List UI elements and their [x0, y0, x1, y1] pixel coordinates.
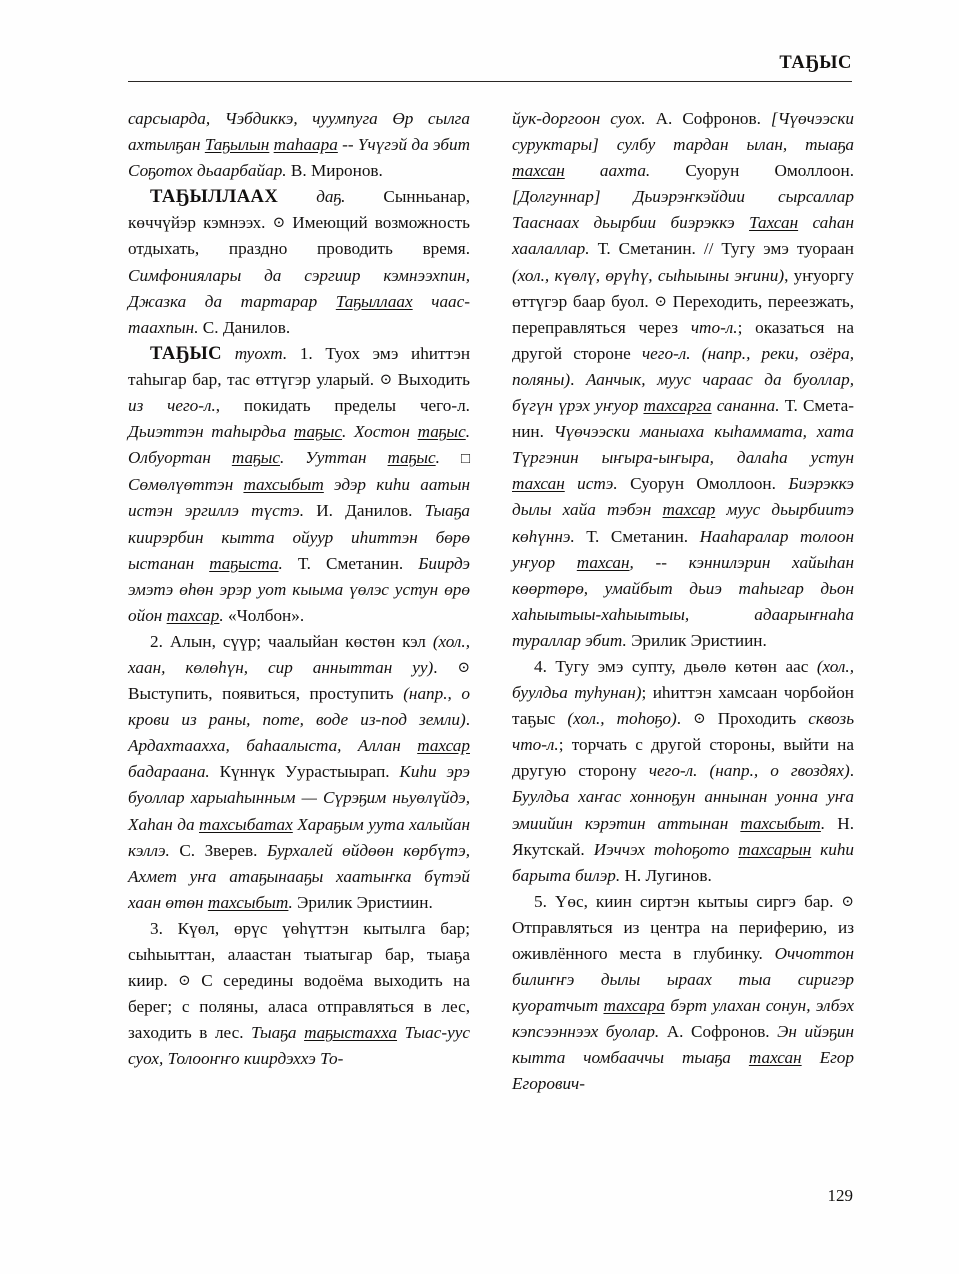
citation-source: С. Зверев. — [179, 840, 258, 860]
sense-number: 2. — [150, 631, 163, 651]
example-yakut: Тыаҕа киирэрбин кытта ойуур иһиттэн бөрө ыстанан — [128, 501, 471, 573]
column-right — [512, 106, 854, 1166]
ref-word: тахсан — [576, 552, 630, 572]
example-yakut: Сөмөлүөттэн — [128, 475, 244, 495]
short-example: Дьиэттэн таһырдьа — [128, 422, 294, 442]
russian-definition: Имеющий возможность отдыхать, праздно проводить время. — [128, 213, 470, 259]
running-head: ТАҔЫС — [779, 53, 852, 73]
example-yakut: Биэрэккэ дылы хайа тэбэн — [512, 474, 855, 520]
example-yakut: [Долгуннар] Дьиэрэҥкэйдии сырсаллар Тааснаах дьырбии биэрэккэ — [512, 187, 854, 233]
example-yakut: Аанчык, муус чараас да буоллар, бүгүн үрэх уҥуор — [512, 369, 855, 416]
citation-source: Эрилик Эристиин. — [631, 630, 767, 650]
yakut-definition: Туох эмэ иһиттэн таһыгар бар, тас өттүгэр уларый. — [128, 343, 471, 389]
russian-definition: С середины водоёма выходить на берег; с поляны, аласа отправляться в лес, заходить в лес. — [128, 971, 470, 1043]
ref-word: таҕыс — [293, 422, 343, 442]
ref-word: таһаара — [273, 135, 338, 155]
citation-source: Т. Сметанин. — [586, 526, 689, 546]
translation-marker-icon: ⊙ — [272, 215, 286, 232]
sense-number: 4. — [534, 656, 547, 676]
paragraph-sense-3-continued: йук-доргоон суох. А. Софронов. [Чүөчээски суруктары] сулбу тардан ылан, тыаҕа тахсан аахта. Суорун Омоллоон. [Долгуннар] Дьиэрэҥкэйдии сырсаллар Тааснаах дьырбии биэрэккэ Тахсан саһан хаалаллар. Т. Сметанин. // Тугу эмэ туораан (хол., күөлү, өрүһү, сыһыыны эҥини), уҥуоргу өттүгэр баар буол. ⊙ Переходить, переезжать, переправляться через что-л.; оказаться на другой стороне чего-л. (напр., реки, озёра, поляны). Аанчык, муус чараас да буоллар, бүгүн үрэх уҥуор тахсарга сананна. Т. Сметанин. Чүөчээски маныаха кыһаммата, хата Түргэнин ыҥыра-ыҥыра, далаһа устун тахсан истэ. Суорун Омоллоон. Биэрэккэ дылы хайа тэбэн тахсар муус дьырбиитэ көһүннэ. Т. Сметанин. Нааһаралар толоон уҥуор тахсан, -- кэннилэрин хайыһан көөртөрө, умайбыт дьиэ таһыгар дьон хаһыытыы-хаһыытыы, адаарыҥнаһа тураллар эбит. Эрилик Эристиин. — [512, 109, 855, 650]
entry-tahyllaax — [128, 184, 470, 341]
ref-word: тахсыбатах — [199, 814, 293, 834]
text-columns — [128, 106, 854, 1166]
citation-source: Н. Якутскай. — [512, 813, 854, 859]
entry-tahys-sense-1: ТАҔЫС туохт. 1. Туох эмэ иһиттэн таһыгар бар, тас өттүгэр уларый. ⊙ Выходить из чего-л., покидать пределы чего-л. Дьиэттэн таһырдьа таҕыс. Хостон таҕыс. Олбуортан таҕыс. Ууттан таҕыс. □ Сөмөлүөттэн тахсыбыт эдэр киһи аатын истэн эргиллэ түстэ. И. Данилов. Тыаҕа киирэрбин кытта ойуур иһиттэн бөрө ыстанан таҕыста. Т. Сметанин. Биирдэ эмэтэ өһөн эрэр уот кыыма үөлэс устун өрө ойон тахсар. «Чолбон». — [128, 342, 471, 625]
example-yakut: Киһи эрэ буоллар харыaһынным — Сүрэҕим ньуөлүйдэ, Хаһан да — [128, 762, 470, 834]
ref-word: тахсар — [417, 736, 470, 756]
sense-number: 3. — [150, 918, 163, 938]
yakut-definition: Сынньанар, көччүйэр кэмнээх. — [128, 187, 471, 233]
translation-marker-icon: ⊙ — [654, 293, 667, 310]
ref-word: тахсыбыт — [207, 892, 289, 912]
example-yakut: Ардахтааххa, баһаалыста, Аллан — [128, 736, 418, 756]
ref-word: Таҕылын — [204, 135, 270, 155]
header-rule — [128, 81, 852, 82]
yakut-definition: Алын, сүүр; чаалыйан көстөн кэл — [169, 631, 433, 651]
ref-word: тахсан — [512, 161, 565, 181]
run-yakut: -- Үчүгэй да эбит Соҕотох дьаарбайар. — [128, 135, 471, 181]
ref-word: тахсан — [748, 1048, 802, 1068]
page-header — [128, 52, 852, 86]
example-yakut: Буулдьа хаҥас хонноҕун аннынан уонна уҥа эмиийин кэрэтин аттынан — [512, 787, 854, 833]
entry-tahys-sense-3: 3. Күөл, өрүс үөһүттэн кытылга бар; сыһыыттан, алаастан тыатыгар бар, тыаҕа киир. ⊙ С середины водоёма выходить на берег; с поляны, аласа отправляться в лес, заходить в лес. Тыаҕа таҕыстахха Тыас-уус суох, Толооҥҥо киирдэххэ То- — [128, 918, 470, 1069]
citation-source: И. Данилов. — [316, 501, 413, 521]
translation-marker-icon: ⊙ — [457, 659, 471, 676]
example-yakut: Тыаҕа — [251, 1023, 305, 1043]
paragraph-continued-entry — [128, 106, 470, 184]
ref-word: таҕыс — [417, 422, 466, 442]
citation-source: Суорун Омоллоон. — [630, 474, 776, 494]
citation-source: С. Данилов. — [202, 317, 291, 337]
ref-word: тахсыбыт — [243, 475, 324, 495]
russian-definition: Проходить — [717, 709, 809, 729]
run-yakut: сарсыарда, Чэбдиккэ, чуумпуга Өр сылга ахтылҕан — [128, 109, 470, 155]
ref-word: таҕыс — [231, 448, 280, 468]
entry-tahys-sense-5: 5. Үөс, киин сиртэн кытыы сиргэ бар. ⊙ Отправляться из центра на периферию, из оживлённого места в глубинку. Оччоттон билиҥҥэ дылы ыраах тыа сиригэр куоратчыт тахсара бэрт улахан сонун, элбэх кэпсээннээх буолар. А. Софронов. Эн ийэҕин кытта чомбааччы тыаҕа тахсан Егор Егорович- — [512, 891, 855, 1094]
entry-tahys-sense-2: 2. Алын, сүүр; чаалыйан көстөн кэл (хол., хаан, көлөһүн, сир анныттан уу). ⊙ Выступить, появиться, проступить (напр., о крови из раны, поте, воде из-под земли). Ардахтааххa, баһаалыста, Аллан тахсар бадарaана. Күннүк Уурастыырап. Киһи эрэ буоллар харыaһынным — Сүрэҕим ньуөлүйдэ, Хаһан да тахсыбатах Хараҕым уута халыйан кэллэ. С. Зверев. Бурхалей өйдөөн көрбүтэ, Ахмет уҥа атаҕынааҕы хаатыҥка бүтэй хаан өтөн тахсыбыт. Эрилик Эристиин. — [128, 631, 471, 912]
example-yakut: Биирдэ эмэтэ өһөн эрэр уот кыыма үөлэс устун өрө ойон — [128, 553, 470, 625]
example-yakut: Нааһаралар толоон уҥуор — [512, 526, 855, 572]
ref-word: таҕыста — [209, 553, 279, 573]
citation-source: Күннүк Уурастыырап. — [219, 762, 390, 782]
russian-definition: Переходить, переезжать, переправляться через — [512, 291, 854, 337]
example-yakut: Эн ийэҕин кытта чомбааччы тыаҕа — [512, 1022, 855, 1068]
ref-word: Тахсан — [749, 213, 799, 233]
citation-source: Н. Лугинов. — [624, 865, 712, 885]
example-yakut: Бурхалей өйдөөн көрбүтэ, Ахмет уҥа атаҕынааҕы хаатыҥка бүтэй хаан өтөн — [128, 840, 471, 912]
grammar-label: туохт. — [234, 343, 288, 363]
column-left — [128, 106, 470, 1166]
russian-definition: Выходить из чего-л., покидать пределы чего-л. — [128, 369, 471, 416]
example-yakut: Оччоттон билиҥҥэ дылы ыраах тыа сиригэр куоратчыт — [512, 944, 854, 1016]
ref-word: тахсыбыт — [740, 813, 821, 833]
example-yakut-tail: чаастаахпын. — [128, 291, 470, 337]
citation-source: Т. Сметанин. — [297, 553, 404, 573]
citation-source: А. Софронов. — [666, 1022, 770, 1042]
grammar-label: даҕ. — [316, 187, 346, 207]
example-yakut: Иэччэх тоһоҕото — [593, 839, 739, 859]
example-yakut: Симфониялары да сэргиир кэмнээхпин, Джазка да тартарар — [128, 265, 470, 311]
page-number: 129 — [827, 1186, 853, 1205]
translation-marker-icon: ⊙ — [841, 893, 854, 910]
yakut-definition: Үөс, киин сиртэн кытыы сиргэ бар. — [554, 891, 834, 911]
translation-marker-icon: ⊙ — [693, 711, 706, 728]
sense-number: 5. — [534, 891, 547, 911]
ref-word: тахсара — [603, 996, 665, 1016]
ref-word: тахсар — [662, 500, 716, 520]
ref-word: тахсарын — [738, 839, 812, 859]
ref-word: тахсар — [166, 605, 220, 625]
sense-number: 1. — [299, 343, 313, 363]
ref-word: тахсан — [512, 474, 565, 494]
ref-word: таҕыстахха — [304, 1023, 398, 1043]
example-yakut: [Чүөчээски суруктары] сулбу тардан ылан, тыаҕа — [512, 109, 855, 155]
citation-source: Т. Сметанин. — [597, 239, 696, 259]
translation-marker-icon: ⊙ — [178, 973, 191, 990]
citation-source: Эрилик Эристиин. — [297, 892, 433, 912]
citation-source: «Чолбон». — [228, 605, 305, 625]
entry-tahys-sense-4: 4. Тугу эмэ супту, дьөлө көтөн аас (хол., буулдьа туһунан); иһиттэн хамсаан чорбойон таҕыс (хол., тоһоҕо). ⊙ Проходить сквозь что-л.; торчать с другой стороны, выйти на другую сторону чего-л. (напр., о гвоздях). Буулдьа хаҥас хонноҕун аннынан уонна уҥа эмиийин кэрэтин аттынан тахсыбыт. Н. Якутскай. Иэччэх тоһоҕото тахсарын киһи барыта билэр. Н. Лугинов. — [512, 656, 855, 885]
citation-source: А. Софронов. — [655, 109, 761, 128]
headword: ТАҔЫЛЛААХ — [150, 186, 279, 208]
citation-source: Суорун Омоллоон. — [685, 161, 854, 181]
ref-word: тахсарга — [643, 396, 712, 416]
citation-source: Т. Сметанин. — [512, 396, 855, 442]
translation-marker-icon: ⊙ — [379, 371, 393, 388]
yakut-definition: Тугу эмэ супту, дьөлө көтөн аас — [555, 656, 817, 676]
example-yakut: Чүөчээски маныаха кыһаммата, хата Түргэнин ыҥыра-ыҥыра, далаһа устун — [512, 422, 854, 468]
phraseology-marker-icon: □ — [460, 451, 470, 468]
yakut-definition: Тугу эмэ туораан — [721, 239, 854, 259]
shade-marker: // — [703, 239, 714, 259]
ref-word: таҕыс — [387, 448, 436, 468]
russian-definition: Отправляться из центра на периферию, из оживлённого места в глубинку. — [512, 917, 854, 963]
headword: ТАҔЫС — [150, 342, 223, 364]
example-yakut: йук-доргоон суох. — [512, 109, 646, 128]
ref-word: Таҕыллаах — [335, 291, 413, 311]
citation-source: В. Миронов. — [290, 161, 383, 181]
yakut-definition: Күөл, өрүс үөһүттэн кытылга бар; сыһыыттан, алаастан тыатыгар бар, тыаҕа киир. — [128, 918, 470, 991]
russian-definition: Выступить, появиться, проступить — [128, 684, 404, 704]
